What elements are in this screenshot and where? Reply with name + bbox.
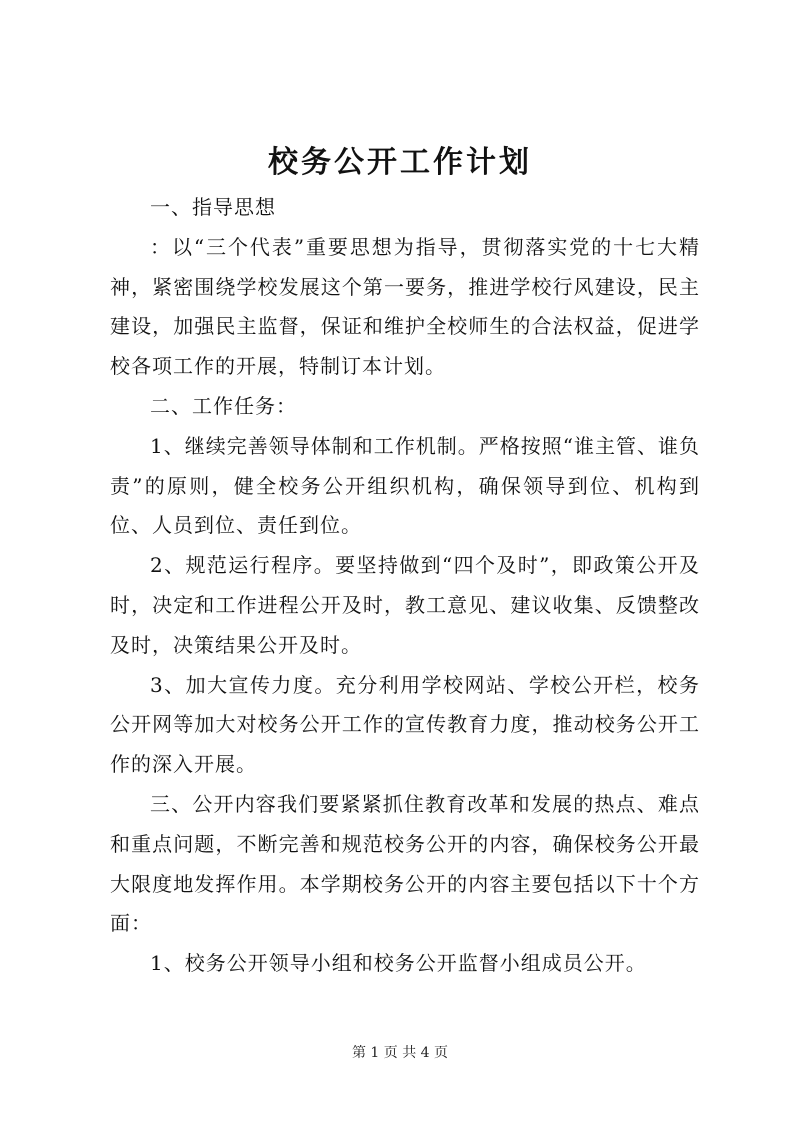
document-body (110, 188, 700, 984)
paragraph-content-item-1: 1、校务公开领导小组和校务公开监督小组成员公开。 (150, 951, 647, 976)
document-title: 校务公开工作计划 (268, 145, 532, 180)
paragraph-task-1: 1、继续完善领导体制和工作机制。严格按照“谁主管、谁负责”的原则，健全校务公开组织机构，确保领导到位、机构到位、人员到位、责任到位。 (110, 433, 700, 538)
paragraph-public-content: 三、公开内容我们要紧紧抓住教育改革和发展的热点、难点和重点问题，不断完善和规范校务公开的内容，确保校务公开最大限度地发挥作用。本学期校务公开的内容主要包括以下十个方面： (110, 791, 700, 936)
section-heading-guiding-ideology: 一、指导思想 (150, 195, 276, 219)
paragraph-guiding-ideology: ：以“三个代表”重要思想为指导，贯彻落实党的十七大精神，紧密围绕学校发展这个第一要务，推进学校行风建设，民主建设，加强民主监督，保证和维护全校师生的合法权益，促进学校各项工作的开展，特制订本计划。 (110, 234, 700, 379)
paragraph-task-2: 2、规范运行程序。要坚持做到“四个及时”，即政策公开及时，决定和工作进程公开及时，教工意见、建议收集、反馈整改及时，决策结果公开及时。 (110, 553, 700, 657)
page-footer: 第 1 页 共 4 页 (351, 1045, 449, 1061)
section-heading-work-tasks: 二、工作任务： (150, 393, 297, 418)
paragraph-task-3: 3、加大宣传力度。充分利用学校网站、学校公开栏，校务公开网等加大对校务公开工作的宣传教育力度，推动校务公开工作的深入开展。 (110, 672, 700, 777)
